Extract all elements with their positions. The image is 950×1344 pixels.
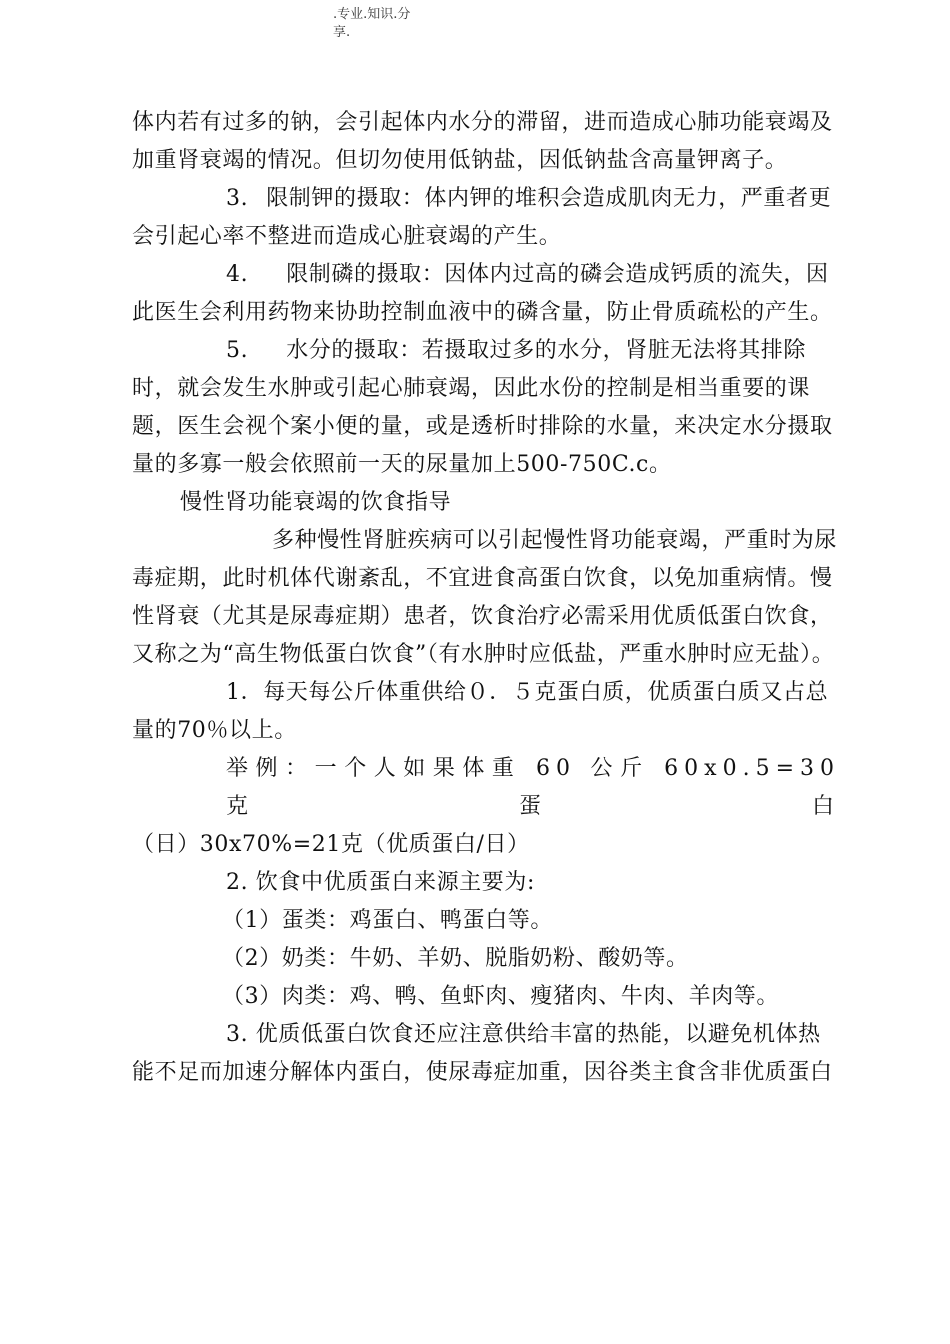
paragraph-sodium-continued: 体内若有过多的钠，会引起体内水分的滞留，进而造成心肺功能衰竭及加重肾衰竭的情况。但切勿使用低钠盐，因低钠盐含高量钾离子。	[132, 110, 833, 173]
list-number: 4.	[226, 262, 249, 287]
list-item-meat: （3）肉类：鸡、鸭、鱼虾肉、瘦猪肉、牛肉、羊肉等。	[222, 984, 779, 1009]
paragraph-item-3: 3. 优质低蛋白饮食还应注意供给丰富的热能，以避免机体热能不足而加速分解体内蛋白，使尿毒症加重，因谷类主食含非优质蛋白	[132, 1022, 833, 1085]
document-body	[132, 104, 840, 1092]
paragraph-text: 限制磷的摄取：因体内过高的磷会造成钙质的流失，因此医生会利用药物来协助控制血液中的磷含量，防止骨质疏松的产生。	[132, 262, 833, 325]
paragraph-text: 限制钾的摄取：体内钾的堆积会造成肌肉无力，严重者更会引起心率不整进而造成心脏衰竭的产生。	[132, 186, 832, 249]
header-line-1: .专业.知识.分	[333, 7, 411, 22]
list-item-eggs: （1）蛋类：鸡蛋白、鸭蛋白等。	[222, 908, 553, 933]
paragraph-water	[132, 332, 840, 484]
list-number: 3.	[226, 186, 249, 211]
paragraph-item-1: 1．每天每公斤体重供给０．５克蛋白质，优质蛋白质又占总量的70％以上。	[132, 680, 829, 743]
header-line-2: 享.	[333, 25, 351, 40]
list-number: 5.	[226, 338, 249, 363]
paragraph-phosphorus	[132, 256, 840, 332]
page-header	[333, 6, 453, 42]
paragraph-item-2: 2. 饮食中优质蛋白来源主要为:	[226, 870, 535, 895]
section-heading: 慢性肾功能衰竭的饮食指导	[180, 490, 452, 515]
paragraph-intro: 多种慢性肾脏疾病可以引起慢性肾功能衰竭，严重时为尿毒症期，此时机体代谢紊乱，不宜进食高蛋白饮食，以免加重病情。慢性肾衰（尤其是尿毒症期）患者，饮食治疗必需采用优质低蛋白饮食，又称之为“高生物低蛋白饮食”（有水肿时应低盐，严重水肿时应无盐）。	[132, 528, 838, 667]
example-line-1: 举例：一个人如果体重 60 公斤 60x0.5=30 克蛋白	[226, 756, 840, 819]
paragraph-potassium	[132, 180, 840, 256]
paragraph-text: 水分的摄取：若摄取过多的水分，肾脏无法将其排除时，就会发生水肿或引起心肺衰竭，因此水份的控制是相当重要的课题，医生会视个案小便的量，或是透析时排除的水量，来决定水分摄取量的多寡一般会依照前一天的尿量加上500-750C.c。	[132, 338, 833, 477]
list-item-milk: （2）奶类：牛奶、羊奶、脱脂奶粉、酸奶等。	[222, 946, 689, 971]
example-line-2: （日）30x70%=21克（优质蛋白/日）	[132, 832, 530, 857]
